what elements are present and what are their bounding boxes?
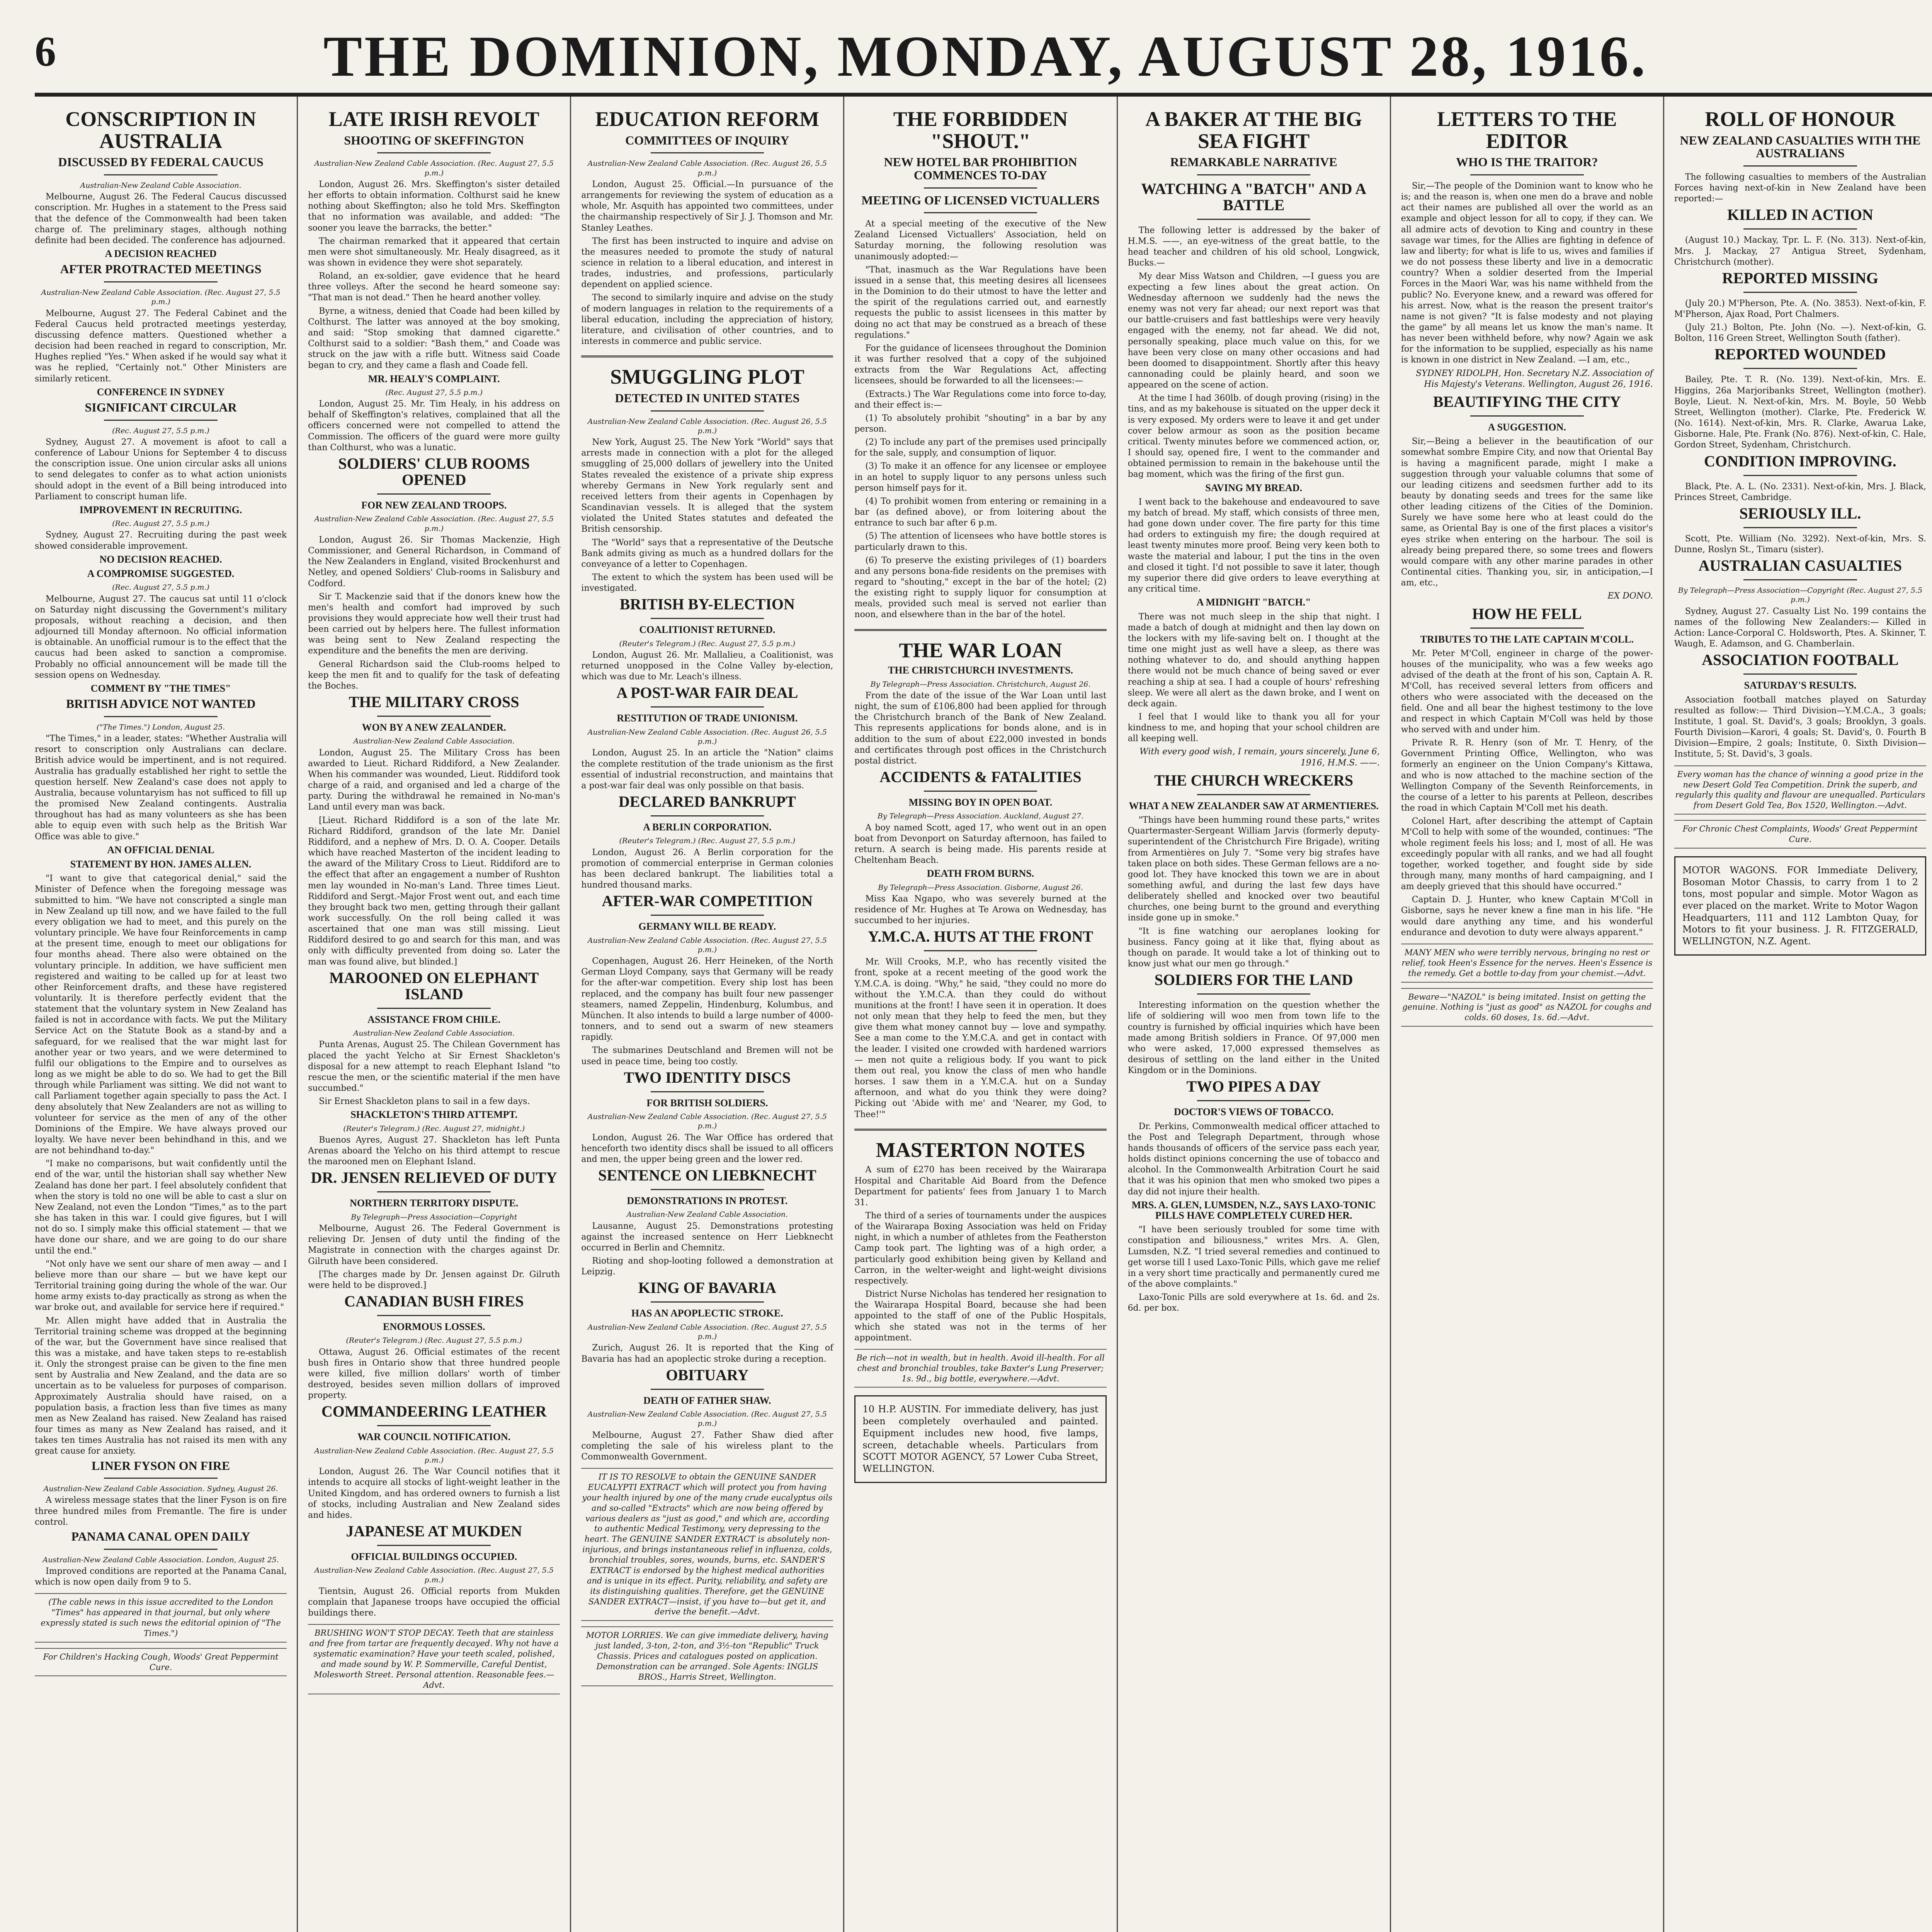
display-advertisement: MOTOR WAGONS. FOR Immediate Delivery, Bosoman Motor Chassis, to carry from 1 to 2 tons, most popular and simple. Motor Wagon as ever placed on the market. Write to Motor Wagon Headquarters, 111 and 112 Lambton Quay, for Motors to fit your business. J. R. FITZGERALD, WELLINGTON, N.Z. Agent. — [1674, 856, 1926, 956]
article-paragraph: Laxo-Tonic Pills are sold everywhere at 1s. 6d. and 2s. 6d. per box. — [1128, 1293, 1380, 1313]
byline: By Telegraph—Press Association. Gisborne, August 26. — [878, 883, 1083, 892]
heading-rule — [1743, 368, 1857, 369]
minor-heading: DEATH OF FATHER SHAW. — [643, 1395, 771, 1406]
article-paragraph: London, August 26. Sir Thomas Mackenzie, High Commissioner, and General Richardson, in Command of the New Zealanders in England, visited Brockenhurst and Netley, and opened Soldiers' Club-rooms in Salisbury and Codford. — [308, 535, 560, 588]
article-paragraph: Sir,—Being a believer in the beautification of our somewhat sombre Empire City, and now that Oriental Bay is having a magnificent parade, might I make a suggestion through your valuable columns that some of our leading citizens and seedsmen further add to its beauty by donating seeds and trees for the same like other leading citizens of the Cities of the Dominion. Surely we have some here who at least could do the same, as Oriental Bay is one of the first places a visitor's eyes strike when entering on the harbour. The soil is already being prepared there, so some trees and flowers would compare with any other marine parades in other Continental cities. Thanking you, sir, in anticipation,—I am, etc., — [1401, 437, 1653, 588]
byline: (Rec. August 27, 5.5 p.m.) — [385, 388, 483, 397]
headline: A BAKER AT THE BIG SEA FIGHT — [1145, 107, 1362, 153]
article-paragraph: (Extracts.) The War Regulations come into force to-day, and their effect is:— — [854, 389, 1107, 410]
section-heading: AUSTRALIAN CASUALTIES — [1698, 557, 1902, 575]
heading-rule — [1743, 527, 1857, 528]
section-heading: JAPANESE AT MUKDEN — [346, 1522, 522, 1540]
byline: By Telegraph—Press Association. Auckland, August 27. — [877, 812, 1084, 821]
heading-rule — [651, 152, 764, 153]
subheading: SIGNIFICANT CIRCULAR — [85, 400, 237, 414]
byline: (Reuter's Telegram.) (Rec. August 27, 5.5 p.m.) — [619, 837, 796, 845]
section-heading: A POST-WAR FAIR DEAL — [616, 684, 798, 702]
article-paragraph: (4) To prohibit women from entering or remaining in a bar (as defined above), or from loitering about the entrance to such bar after 6 p.m. — [854, 496, 1107, 528]
minor-heading: NORTHERN TERRITORY DISPUTE. — [350, 1197, 519, 1209]
section-heading: THE CHURCH WRECKERS — [1154, 771, 1354, 789]
article-paragraph: (2) To include any part of the premises used principally for the sale, supply, and consumption of liquor. — [854, 437, 1107, 458]
section-heading: ASSOCIATION FOOTBALL — [1702, 651, 1899, 669]
column — [1390, 97, 1663, 1932]
article-paragraph: The first has been instructed to inquire and advise on the measures needed to promote the study of natural science in relation to a liberal education, and interest in trades, industries, and professions, particularly dependent on applied science. — [581, 236, 833, 290]
section-heading: KILLED IN ACTION — [1727, 206, 1873, 224]
section-heading: DR. JENSEN RELIEVED OF DUTY — [311, 1169, 557, 1187]
heading-rule — [377, 1008, 490, 1009]
heading-rule — [104, 174, 217, 175]
section-heading: REPORTED WOUNDED — [1714, 345, 1886, 363]
article-paragraph: The extent to which the system has been used will be investigated. — [581, 573, 833, 594]
byline: Australian-New Zealand Cable Association. — [353, 1029, 515, 1038]
article-paragraph: (6) To preserve the existing privileges of (1) boarders and any persons bona-fide residents on the premises with regard to "shouting," except in the bar of the hotel; (2) the existing right to supply liquor for consumption at meals, provided such meal is served not earlier than noon, and elsewhere than in the bar of the hotel. — [854, 555, 1107, 620]
notice: (The cable news in this issue accredited to the London "Times" has appeared in that journal, but only where expressly stated is such news the editorial opinion of "The Times.") — [35, 1593, 287, 1643]
column-rule — [581, 355, 833, 357]
advertisement: Every woman has the chance of winning a good prize in the new Desert Gold Tea Competition. Drink the superb, and regularly this quality and flavour are unequalled. Particulars from Desert Gold Tea, Box 1520, Wellington.—Advt. — [1674, 765, 1926, 815]
article-paragraph: The second to similarly inquire and advise on the study of modern languages in relation to the requirements of a liberal education, including the appreciation of history, literature, and civilisation of other countries, and to interests in commerce and public service. — [581, 293, 833, 347]
heading-rule — [1197, 1100, 1310, 1101]
section-heading: COMMANDEERING LEATHER — [321, 1403, 547, 1420]
section-heading: SENTENCE ON LIEBKNECHT — [598, 1167, 816, 1184]
minor-heading: A SUGGESTION. — [1488, 421, 1566, 433]
subheading: NEW ZEALAND CASUALTIES WITH THE AUSTRALIANS — [1680, 133, 1921, 160]
article-paragraph: [The charges made by Dr. Jensen against Dr. Gilruth were held to be disproved.] — [308, 1269, 560, 1290]
byline: Australian-New Zealand Cable Association. (Rec. August 27, 5.5 p.m.) — [314, 515, 554, 533]
article-paragraph: Tientsin, August 26. Official reports from Mukden complain that Japanese troops have occupied the official buildings there. — [308, 1586, 560, 1618]
advertisement: BRUSHING WON'T STOP DECAY. Teeth that are stainless and free from tartar are frequently decayed. Why not have a systematic examination? Have your teeth scaled, polished, and made sound by W. P. Sommerville, Careful Dentist, Molesworth Street. Personal attention. Reasonable fees.—Advt. — [308, 1624, 560, 1694]
heading-rule — [377, 716, 490, 717]
article-paragraph: Melbourne, August 27. The Federal Cabinet and the Federal Caucus held protracted meetings yesterday, discussing defence matters. Questioned whether a decision had been reached in regard to conscription, Mr. Hughes replied "Yes." When asked if he would say what it was he replied, "Certainly not." Other Ministers are similarly reticent. — [35, 308, 287, 384]
subheading: PANAMA CANAL OPEN DAILY — [71, 1529, 250, 1543]
section-heading: TWO PIPES A DAY — [1186, 1078, 1321, 1095]
advertisement: Be rich—not in wealth, but in health. Avoid ill-health. For all chest and bronchial troubles, take Baxter's Lung Preserver; 1s. 9d., big bottle, everywhere.—Advt. — [854, 1349, 1106, 1388]
byline: Australian-New Zealand Cable Association. Sydney, August 26. — [43, 1485, 278, 1493]
byline: Australian-New Zealand Cable Association. (Rec. August 26, 5.5 p.m.) — [587, 159, 827, 177]
advertisement: Beware—"NAZOL" is being imitated. Insist on getting the genuine. Nothing is "just as good" as NAZOL for coughs and colds. 60 doses, 1s. 6d.—Advt. — [1401, 988, 1653, 1027]
column — [1663, 97, 1932, 1932]
advertisement: For Children's Hacking Cough, Woods' Great Peppermint Cure. — [35, 1648, 287, 1677]
byline: Australian-New Zealand Cable Association. (Rec. August 27, 5.5 p.m.) — [314, 1566, 554, 1584]
section-heading: WATCHING A "BATCH" AND A BATTLE — [1141, 180, 1367, 214]
article-paragraph: Buenos Ayres, August 27. Shackleton has left Punta Arenas aboard the Yelcho on his third attempt to rescue the marooned men on Elephant Island. — [308, 1135, 560, 1167]
article-paragraph: The chairman remarked that it appeared that certain men were shot simultaneously. Mr. Healy disagreed, as it was shown in evidence they were shot separately. — [308, 236, 560, 268]
article-paragraph: (3) To make it an offence for any licensee or employee in an hotel to supply liquor to any persons unless such person himself pays for it. — [854, 461, 1107, 493]
minor-heading: AN OFFICIAL DENIAL — [107, 844, 214, 855]
heading-rule — [377, 1191, 490, 1192]
minor-heading: A BERLIN CORPORATION. — [643, 821, 772, 833]
article-paragraph: (1) To absolutely prohibit "shouting" in a bar by any person. — [854, 413, 1107, 434]
article-paragraph: "I make no comparisons, but wait confidently until the end of the war, until the historian shall say whether New Zealand has done her part. I feel absolutely confident that when the story is told no one will be able to cast a slur on New Zealand, not even the London "Times," as to the part she has taken in this war. I could give figures, but I will not do so. I simply make this official statement — that we have done our share, and we are going to do our share until the end." — [35, 1159, 287, 1256]
subheading: MEETING OF LICENSED VICTUALLERS — [861, 193, 1100, 207]
article-paragraph: Sir Ernest Shackleton plans to sail in a few days. — [319, 1097, 530, 1107]
heading-rule — [1197, 174, 1310, 175]
heading-rule — [1743, 579, 1857, 580]
article-paragraph: Association football matches played on Saturday resulted as follow:— Third Division—Y.M.C.A., 3 goals; Institute, 1 goal. St. David's, 3 goals; Brooklyn, 3 goals. Fourth Division—Karori, 4 goals; St. David's, 0. Fourth B Division—Empire, 2 goals; Institute, 0. Sixth Division—Institute, 5; St. David's, 3 goals. — [1674, 695, 1926, 759]
article-paragraph: The "World" says that a representative of the Deutsche Bank admits giving as much as a hundred dollars for the conveyance of a letter to Copenhagen. — [581, 537, 833, 569]
byline: (Reuter's Telegram.) (Rec. August 27, 5.5 p.m.) — [346, 1336, 522, 1345]
column — [297, 97, 570, 1932]
article-paragraph: "It is fine watching our aeroplanes looking for business. Fancy going at it like that, flying about as though on parade. It would take a lot of thinking out to know just what our men go through." — [1128, 926, 1380, 969]
minor-heading: SAVING MY BREAD. — [1205, 482, 1302, 493]
byline: ("The Times.") London, August 25. — [96, 723, 225, 731]
minor-heading: THE CHRISTCHURCH INVESTMENTS. — [888, 665, 1073, 676]
article-paragraph: Ottawa, August 26. Official estimates of the recent bush fires in Ontario show that three hundred people were killed, five million dollars' worth of timber destroyed, besides seven million dollars of improved property. — [308, 1347, 560, 1401]
heading-rule — [1470, 628, 1583, 629]
article-paragraph: A sum of £270 has been received by the Wairarapa Hospital and Charitable Aid Board from the Defence Department for patients' fees from January 1 to March 31. — [854, 1165, 1107, 1208]
article-paragraph: London, August 26. Mr. Mallalieu, a Coalitionist, was returned unopposed in the Colne Valley by-election, which was due to Mr. Leach's illness. — [581, 650, 833, 682]
minor-heading: MR. HEALY'S COMPLAINT. — [368, 373, 500, 384]
byline: (Rec. August 27, 5.5 p.m.) — [112, 426, 209, 435]
article-paragraph: Melbourne, August 27. The caucus sat until 11 o'clock on Saturday night discussing the Government's military proposals, without reaching a decision, and then adjourned till Monday afternoon. No official information is obtainable. An unofficial rumour is to the effect that the caucus had been asked to sanction a compromise. Probably no official announcement will be made till the session opens on Wednesday. — [35, 594, 287, 680]
column — [843, 97, 1116, 1932]
byline: By Telegraph—Press Association. Christchurch, August 26. — [870, 680, 1091, 689]
article-paragraph: Lausanne, August 25. Demonstrations protesting against the increased sentence on Herr Liebknecht occurred in Berlin and Chemnitz. — [581, 1221, 833, 1253]
heading-rule — [1197, 993, 1310, 995]
heading-rule — [104, 716, 217, 717]
section-heading: TWO IDENTITY DISCS — [624, 1068, 791, 1086]
heading-rule — [1743, 228, 1857, 230]
byline: (Rec. August 27, 5.5 p.m.) — [112, 519, 209, 528]
section-heading: SOLDIERS FOR THE LAND — [1154, 971, 1353, 989]
article-paragraph: Private R. R. Henry (son of Mr. T. Henry, of the Government Printing Office, Wellington, who was formerly an engineer on the Union Company's Kittawa, and who is now attached to the machine section of the Wellington Company of the Seventh Reinforcements, in the course of a letter to his parents at Pelleon, describes the road in which Captain M'Coll met his death. — [1401, 738, 1653, 813]
byline: Australian-New Zealand Cable Association. (Rec. August 27, 5.5 p.m.) — [587, 936, 827, 954]
byline: Australian-New Zealand Cable Association. — [626, 1210, 788, 1219]
article-paragraph: Sir T. Mackenzie said that if the donors knew how the men's health and comfort had improved by such provisions they would appreciate how well their trust had been carried out by helpers here. The fullest information was being sent to New Zealand respecting the expenditure and the benefits the men are deriving. — [308, 592, 560, 656]
signature-line: SYDNEY RIDOLPH, Hon. Secretary N.Z. Association of His Majesty's Veterans. Wellington, August 26, 1916. — [1416, 368, 1653, 389]
section-heading: HOW HE FELL — [1472, 605, 1582, 622]
signature-line: With every good wish, I remain, yours sincerely, June 6, 1916, H.M.S. ——. — [1139, 747, 1380, 768]
section-heading: CONDITION IMPROVING. — [1704, 452, 1896, 470]
article-paragraph: Sydney, August 27. Recruiting during the past week showed considerable improvement. — [35, 530, 287, 551]
article-paragraph: Interesting information on the question whether the life of soldiering will woo men from town life to the country is furnished by official inquiries which have been made among British soldiers in France. Of 97,000 men who were asked, 17,000 expressed themselves as desirous of settling on the land either in the United Kingdom or in the Dominions. — [1128, 1000, 1380, 1076]
heading-rule — [377, 493, 490, 495]
column — [1117, 97, 1390, 1932]
minor-heading: GERMANY WILL BE READY. — [638, 921, 776, 932]
byline: Australian-New Zealand Cable Association. (Rec. August 27, 5.5 p.m.) — [314, 1446, 554, 1464]
minor-heading: ENORMOUS LOSSES. — [383, 1321, 485, 1332]
heading-rule — [1470, 174, 1583, 175]
heading-rule — [104, 420, 217, 421]
heading-rule — [651, 1389, 764, 1390]
byline: (Rec. August 27, 5.5 p.m.) — [112, 583, 209, 592]
article-paragraph: My dear Miss Watson and Children, —I guess you are expecting a few lines about the great action. On Wednesday afternoon we suddenly had the news the enemy was not very far ahead; our next report was that our battle-cruisers and fast battleships were very heavily engaged with the enemy, not far ahead. We did not, personally speaking, place much value on this, for we have been very close on many other occasions and had been doomed to disappointment. Shortly after this heavy cannonading could be plainly heard, and soon we appeared on the scene of action. — [1128, 271, 1380, 390]
minor-heading: FOR NEW ZEALAND TROOPS. — [361, 499, 507, 511]
heading-rule — [377, 152, 490, 153]
subheading: DETECTED IN UNITED STATES — [615, 391, 800, 405]
heading-rule — [924, 950, 1037, 951]
subheading: DISCUSSED BY FEDERAL CAUCUS — [58, 155, 264, 169]
subheading: AFTER PROTRACTED MEETINGS — [60, 262, 262, 276]
section-heading: DECLARED BANKRUPT — [618, 793, 796, 810]
section-heading: BEAUTIFYING THE CITY — [1433, 393, 1621, 410]
article-paragraph: The following casualties to members of the Australian Forces having next-of-kin in New Zealand have been reported:— — [1674, 172, 1926, 204]
article-paragraph: Copenhagen, August 26. Herr Heineken, of the North German Lloyd Company, says that Germany will be ready for the after-war competition. Every ship lost has been replaced, and the company has built four new passenger steamers, named Zeppelin, Hindenburg, Kolumbus, and München. It also intends to build a large number of 4000-tonners, and to send out a swarm of new steamers rapidly. — [581, 956, 833, 1043]
article-paragraph: Dr. Perkins, Commonwealth medical officer attached to the Post and Telegraph Department, through whose hands thousands of officers of the service pass each year, holds distinct opinions concerning the use of tobacco and alcohol. In the Commonwealth Arbitration Court he said that it was his opinion that men who smoked two pipes a day did not injure their health. — [1128, 1121, 1380, 1197]
subheading: LINER FYSON ON FIRE — [91, 1458, 230, 1473]
headline: MASTERTON NOTES — [876, 1138, 1085, 1162]
headline: EDUCATION REFORM — [595, 107, 820, 131]
article-paragraph: Miss Kaa Ngapo, who was severely burned at the residence of Mr. Hughes at Te Arowa on Wednesday, has succumbed to her injuries. — [854, 894, 1107, 926]
heading-rule — [1470, 415, 1583, 417]
article-paragraph: The third of a series of tournaments under the auspices of the Wairarapa Boxing Association was held on Friday night, in which a number of athletes from the Featherston Camp took part. The lighting was of a high order, a particularly good exhibition being given by Kelland and Carron, in the welter-weight and light-weight divisions respectively. — [854, 1211, 1107, 1286]
headline: CONSCRIPTION IN AUSTRALIA — [65, 107, 256, 153]
section-heading: THE MILITARY CROSS — [349, 693, 519, 711]
article-paragraph: For the guidance of licensees throughout the Dominion it was further resolved that a copy of the subjoined extracts from the War Regulations Act, affecting licensees, should be forwarded to all the licensees:— — [854, 343, 1107, 386]
display-advertisement: 10 H.P. AUSTIN. For immediate delivery, has just been completely overhauled and painted. Equipment includes new hood, five lamps, screen, detachable wheels. Particulars from SCOTT MOTOR AGENCY, 57 Lower Cuba Street, WELLINGTON. — [854, 1395, 1106, 1483]
article-paragraph: (August 10.) Mackay, Tpr. L. F. (No. 313). Next-of-kin, Mrs. J. Mackay, 27 Antigua Street, Sydenham, Christchurch (mother). — [1674, 235, 1926, 267]
headline: LATE IRISH REVOLT — [328, 107, 539, 131]
minor-heading: A COMPROMISE SUGGESTED. — [87, 568, 235, 580]
article-paragraph: "I want to give that categorical denial," said the Minister of Defence when the foregoing message was submitted to him. "We have not conscripted a single man in New Zealand up till now, and we have failed to the full every obligation we had to meet, and this purely on the voluntary principle. We have four Reinforcements in camp at the present time, enough to meet our obligations for four months ahead. There also were obtained on the voluntary principle. In addition, we have sufficient men registered and waiting to be called up for at least two other Reinforcement drafts, and these have registered voluntarily. It is therefore perfectly evident that the statement that the voluntary system in New Zealand has failed is not in accordance with facts. We put the Military Service Act on the Statute Book as a stand-by and a safeguard, for we realised that the war might last for another year or two years, and we were determined to fulfil our obligations to the Empire and to ourselves as long as we might be able to do so. We had to get the Bill through while Parliament was sitting. We did not want to call Parliament together again specially to pass the Act. I deny absolutely that New Zealanders are not as willing to volunteer for service as the men of any of the other Dominions of the Empire. We have always proved our loyalty. We have never been behindhand in this, and we are not behindhand to-day." — [35, 874, 287, 1156]
article-paragraph: At a special meeting of the executive of the New Zealand Licensed Victuallers' Association, held on Saturday morning, the following resolution was unanimously adopted:— — [854, 219, 1107, 262]
byline: Australian-New Zealand Cable Association. — [80, 181, 242, 190]
article-paragraph: London, August 25. In an article the "Nation" claims the complete restitution of the trade unionism as the first essential of industrial reconstruction, and maintains that a post-war fair deal was only possible on that basis. — [581, 748, 833, 791]
article-paragraph: London, August 26. The War Office has ordered that henceforth two identity discs shall be issued to all officers and men, the upper being green and the lower red. — [581, 1133, 833, 1164]
signature-line: EX DONO. — [1607, 591, 1653, 601]
article-paragraph: (July 20.) M'Pherson, Pte. A. (No. 3853). Next-of-kin, F. M'Pherson, Ajax Road, Port Chalmers. — [1674, 298, 1926, 319]
heading-rule — [1743, 292, 1857, 293]
article-paragraph: New York, August 25. The New York "World" says that arrests made in connection with a plot for the alleged smuggling of 25,000 dollars of jewellery into the United States revealed the existence of a private ship express whereby Germans in New York regularly sent and received letters from their agents in Copenhagen by Scandinavian vessels. It is alleged that the system violated the United States statutes and defeated the British censorship. — [581, 437, 833, 534]
article-paragraph: There was not much sleep in the ship that night. I made a batch of dough at midnight and then lay down on the lockers with my life-saving belt on. I thought at the time one might just as well have a sleep, as there was nothing whatever to do, and should anything happen there would not be much chance of being saved or ever reaching a ship at sea. I had a couple of hours' refreshing sleep. We were all alert as the dawn broke, and I went on deck again. — [1128, 612, 1380, 709]
article-paragraph: London, August 26. A Berlin corporation for the promotion of commercial enterprise in German colonies has been declared bankrupt. The liabilities total a hundred thousand marks. — [581, 847, 833, 890]
headline: THE FORBIDDEN "SHOUT." — [893, 107, 1068, 153]
minor-heading: ASSISTANCE FROM CHILE. — [367, 1014, 501, 1025]
byline: (Reuter's Telegram.) (Rec. August 27, midnight.) — [343, 1124, 525, 1133]
minor-heading: COMMENT BY "THE TIMES" — [90, 682, 231, 694]
article-paragraph: I feel that I would like to thank you all for your kindness to me, and hoping that your school children are all keeping well. — [1128, 712, 1380, 744]
columns-container — [35, 97, 1932, 1932]
article-paragraph: Mr. Will Crooks, M.P., who has recently visited the front, spoke at a recent meeting of the good work the Y.M.C.A. is doing. "Why," he said, "they could no more do without the Y.M.C.A. than they could do without munitions at the front! I have seen it in operation. It does not only mean that they help to feed the men, but they give them what money cannot buy — love and sympathy. See a man come to the Y.M.C.A. and get in contact with the leader. I visited one crowded with hardened warriors — men not quite a religious body. If you want to pick them out real, you know the class of men who handle horses. I saw them in a Y.M.C.A. hut on a Sunday afternoon, and what do you think they were doing? Picking out 'Abide with me' and 'Nearer, my God, to Thee!'" — [854, 957, 1107, 1119]
article-paragraph: (5) The attention of licensees who have bottle stores is particularly drawn to this. — [854, 531, 1107, 552]
article-paragraph: Mr. Peter M'Coll, engineer in charge of the power-houses of the municipality, who was a few weeks ago advised of the death at the front of his son, Captain A. R. M'Coll, has received several letters from officers and others who were associated with the deceased on the field. One and all bear the highest testimony to the love and respect in which Captain M'Coll was held by those who served with and under him. — [1401, 648, 1653, 735]
article-paragraph: Sir,—The people of the Dominion want to know who he is; and the reason is, when one men do a brave and noble act their names are published all over the world as an example and object lesson for all to copy, if they can. We all admire acts of devotion to King and country in these savage war times, for the Allies are fighting in defence of law and liberty; for what is life to us, wives and families if we do not possess these liberty and live in a democratic country? When a soldier deserted from the Imperial Forces in the Maori War, was his name withheld from the public? No. Everyone knew, and a reward was offered for his arrest. Now, what is the reason the present traitor's name is not given? "It is false modesty and not playing the game" by all means let us know the man's name. It has never been withheld before, why now? Again we ask for the information to be supplied, especially as his name is known in one district in New Zealand. —I am, etc., — [1401, 181, 1653, 365]
page-number: 6 — [35, 28, 56, 75]
section-heading: AFTER-WAR COMPETITION — [602, 892, 813, 910]
heading-rule — [377, 1425, 490, 1426]
headline: ROLL OF HONOUR — [1705, 107, 1896, 131]
section-heading: MAROONED ON ELEPHANT ISLAND — [329, 969, 539, 1003]
article-paragraph: Zurich, August 26. It is reported that the King of Bavaria has had an apoplectic stroke during a reception. — [581, 1343, 833, 1364]
article-paragraph: The submarines Deutschland and Bremen will not be used in peace time, being too costly. — [581, 1046, 833, 1066]
minor-heading: FOR BRITISH SOLDIERS. — [646, 1097, 768, 1109]
section-heading: SOLDIERS' CLUB ROOMS OPENED — [338, 454, 530, 488]
minor-heading: DOCTOR'S VIEWS OF TOBACCO. — [1174, 1106, 1334, 1118]
advertisement: MANY MEN who were terribly nervous, bringing no rest or relief, took Heen's Essence for the nerves. Heen's Essence is the remedy. Get a bottle to-day from your chemist.—Advt. — [1401, 944, 1653, 983]
section-heading: SERIOUSLY ILL. — [1739, 504, 1861, 522]
subheading: REMARKABLE NARRATIVE — [1170, 155, 1337, 169]
subheading: NEW HOTEL BAR PROHIBITION COMMENCES TO-DAY — [884, 155, 1077, 182]
heading-rule — [651, 1189, 764, 1190]
heading-rule — [104, 1549, 217, 1550]
article-paragraph: Colonel Hart, after describing the attempt of Captain M'Coll to help with some of the wounded, continues: "The whole regiment feels his loss; and I, most of all. He was exceedingly popular with all ranks, and we had all fought together, worked together, and fought side by side through many, many months of hard campaigning, and I am deeply grieved that this should have occurred." — [1401, 816, 1653, 892]
heading-rule — [1743, 165, 1857, 167]
article-paragraph: I went back to the bakehouse and endeavoured to save my batch of bread. My staff, which consists of three men, had gone down under cover. The fire party for this time had orders to extinguish my fire; the dough required at least twenty minutes more proof. Being very keen both to waste the material and labour, I put the tins in the oven and closed it tight. I'd not possible to save it later, though my superior there did give orders to leave everything at any critical time. — [1128, 497, 1380, 594]
section-heading: KING OF BAVARIA — [638, 1279, 776, 1297]
article-paragraph: "The Times," in a leader, states: "Whether Australia will resort to conscription only Australians can declare. British advice would be impertinent, and is not required. Australia has gradually established her right to settle the question herself. New Zealand's case does not apply to Australia, because voluntaryism has not sufficed to fill up the promised New Zealand contingents. Australia throughout has had as many volunteers as she has been able to equip even with such help as the British War Office was able to give." — [35, 734, 287, 842]
minor-heading: IMPROVEMENT IN RECRUITING. — [79, 504, 242, 515]
heading-rule — [377, 1315, 490, 1316]
heading-rule — [1743, 673, 1857, 675]
newspaper-title: THE DOMINION, MONDAY, AUGUST 28, 1916. — [323, 24, 1648, 88]
article-paragraph: "That, inasmuch as the War Regulations have been issued in a sense that, this meeting desires all licensees in the Dominion to do their utmost to have the letter and the spirit of the regulations carried out, and earnestly requests the public to assist licensees in this matter by doing no act that may be construed as a breach of these regulations." — [854, 265, 1107, 340]
minor-heading: STATEMENT BY HON. JAMES ALLEN. — [70, 858, 252, 870]
article-paragraph: "I have been seriously troubled for some time with constipation and biliousness," writes Mrs. A. Glen, Lumsden, N.Z. "I tried several remedies and continued to get worse till I used Laxo-Tonic Pills, which gave me relief in a very short time practically and permanently cured me of the above complaints." — [1128, 1225, 1380, 1289]
article-paragraph: District Nurse Nicholas has tendered her resignation to the Wairarapa Hospital Board, because she had been appointed to the staff of one of the Public Hospitals, which she stated was not in the terms of her appointment. — [854, 1289, 1107, 1343]
byline: Australian-New Zealand Cable Association. (Rec. August 27, 5.5 p.m.) — [314, 159, 554, 177]
article-paragraph: A wireless message states that the liner Fyson is on fire three hundred miles from Fremantle. The fire is under control. — [35, 1495, 287, 1527]
heading-rule — [651, 706, 764, 707]
article-paragraph: Roland, an ex-soldier, gave evidence that he heard three volleys. After the second he heard someone say: "That man is not dead." Then he heard another volley. — [308, 271, 560, 303]
article-paragraph: At the time I had 360lb. of dough proving (rising) in the tins, and as my bakehouse is situated on the upper deck it is very exposed. My orders were to leave it and get under cover below armour as soon as the position became critical. Twenty minutes before we commenced action, or, I should say, opened fire, I went to the commander and obtained permission to remain in the bakehouse until the bag moment, which was the firing of the first gun. — [1128, 393, 1380, 480]
article-paragraph: [Lieut. Richard Riddiford is a son of the late Mr. Richard Riddiford, grandson of the late Mr. Daniel Riddiford, and a nephew of Mrs. D. O. A. Cooper. Details which have reached Masterton of the incident leading to the award of the Military Cross to Lieut. Riddiford are to the effect that after an engagement a number of Rushton men lay wounded in No-man's Land. Three times Lieut. Riddiford and Sergt.-Major Frost went out, and each time they brought back two men, getting through their gallant work successfully. On the roll being called it was ascertained that one man was still missing. Lieut Riddiford desired to go and search for this man, and was only with difficulty prevented from doing so. Later the man was found alive, but blinded.] — [308, 815, 560, 967]
article-paragraph: Punta Arenas, August 25. The Chilean Government has placed the yacht Yelcho at Sir Ernest Shackleton's disposal for a new attempt to reach Elephant Island "to rescue the men, or the scientific material if the men have succumbed." — [308, 1040, 560, 1094]
advertisement: For Chronic Chest Complaints, Woods' Great Peppermint Cure. — [1674, 820, 1926, 849]
article-paragraph: London, August 25. Official.—In pursuance of the arrangements for reviewing the system of education as a whole, Mr. Asquith has appointed two committees, under the chairmanship respectively of Sir J. J. Thomson and Mr. Stanley Leathes. — [581, 179, 833, 233]
article-paragraph: London, August 25. The Military Cross has been awarded to Lieut. Richard Riddiford, a New Zealander. When his commander was wounded, Lieut. Riddiford took charge of a raid, and organised and led a charge of the party. During the withdrawal he remained in No-man's Land until every man was back. — [308, 748, 560, 812]
column — [35, 97, 297, 1932]
minor-heading: COALITIONIST RETURNED. — [639, 624, 776, 636]
heading-rule — [924, 791, 1037, 792]
headline: LETTERS TO THE EDITOR — [1437, 107, 1617, 153]
minor-heading: DEMONSTRATIONS IN PROTEST. — [627, 1195, 788, 1207]
byline: By Telegraph—Press Association—Copyright — [351, 1213, 517, 1221]
section-heading: REPORTED MISSING — [1722, 269, 1879, 287]
advertisement: MOTOR LORRIES. We can give immediate delivery, having just landed, 3-ton, 2-ton, and 3½-ton "Republic" Truck Chassis. Prices and catalogues posted on application. Demonstration can be arranged. Sole Agents: INGLIS BROS., Harris Street, Wellington. — [581, 1626, 833, 1686]
heading-rule — [651, 915, 764, 916]
article-paragraph: London, August 26. Mrs. Skeffington's sister detailed her efforts to obtain information. Colthurst said he knew nothing about Skeffington; also he told Mrs. Skeffington that no information was available, and added: "The sooner you leave the barracks, the better." — [308, 179, 560, 233]
article-paragraph: London, August 26. The War Council notifies that it intends to acquire all stocks of light-weight leather in the United Kingdom, and has ordered owners to furnish a list of stocks, including Australian and New Zealand sides and hides. — [308, 1467, 560, 1520]
headline: SMUGGLING PLOT — [610, 365, 804, 389]
section-heading: Y.M.C.A. HUTS AT THE FRONT — [867, 928, 1094, 946]
subheading: COMMITTEES OF INQUIRY — [625, 133, 789, 147]
heading-rule — [651, 410, 764, 412]
section-heading: CANADIAN BUSH FIRES — [344, 1292, 524, 1310]
article-paragraph: (July 21.) Bolton, Pte. John (No. —). Next-of-kin, G. Bolton, 116 Green Street, Wellington South (father). — [1674, 323, 1926, 344]
article-paragraph: Melbourne, August 26. The Federal Caucus discussed conscription. Mr. Hughes in a statement to the Press said that the defence of the Commonwealth had been taken charge of. The preliminary stages, although nothing definite had been decided. The conference has adjourned. — [35, 192, 287, 245]
minor-heading: CONFERENCE IN SYDNEY — [97, 386, 225, 398]
minor-heading: WHAT A NEW ZEALANDER SAW AT ARMENTIERES. — [1129, 800, 1379, 811]
minor-heading: A DECISION REACHED — [105, 248, 217, 260]
article-paragraph: Bailey, Pte. T. R. (No. 139). Next-of-kin, Mrs. E. Higgins, 26a Marjoribanks Street, Wellington (mother). Boyle, Lieut. N. Next-of-kin, Mrs. M. Boyle, 50 Webb Street, Wellington (mother). Clarke, Pte. Frederick W. (No. 1614). Next-of-kin, Mrs. R. Clarke, Awarua Lake, Gisborne. Hale, Pte. Frank (No. 876). Next-of-kin, C. Hale, Gordon Street, Sydenham, Christchurch. — [1674, 375, 1926, 450]
byline: Australian-New Zealand Cable Association. (Rec. August 27, 5.5 p.m.) — [41, 288, 281, 306]
heading-rule — [651, 1091, 764, 1092]
byline: Australian-New Zealand Cable Association. (Rec. August 27, 5.5 p.m.) — [587, 1410, 827, 1428]
article-paragraph: Melbourne, August 27. Father Shaw died after completing the sale of his wireless plant to the Commonwealth Government. — [581, 1430, 833, 1462]
advertisement: IT IS TO RESOLVE to obtain the GENUINE SANDER EUCALYPTI EXTRACT which will protect you from having your health injured by one of the many crude eucalyptus oils and so-called "Extracts" which are now being offered by various dealers as "just as good," and which are, according to authentic Medical Testimony, very depressing to the heart. The GENUINE SANDER EXTRACT is absolutely non-injurious, and brings instantaneous relief in influenza, colds, bronchial troubles, sores, wounds, burns, etc. SANDER'S EXTRACT is endorsed by the highest medical authorities and is unique in its effect. Purity, reliability, and safety are its distinguishing qualities. Therefore, get the GENUINE SANDER EXTRACT—insist, if you have to—but get it, and derive the benefit.—Advt. — [581, 1468, 833, 1621]
article-paragraph: General Richardson said the Club-rooms helped to keep the men fit and to qualify for the task of defeating the Boches. — [308, 659, 560, 691]
article-paragraph: The following letter is addressed by the baker of H.M.S. ——, an eye-witness of the great battle, to the head teacher and children of his old school, Longwick, Bucks.— — [1128, 225, 1380, 268]
byline: Australian-New Zealand Cable Association. London, August 25. — [43, 1555, 279, 1564]
minor-heading: WON BY A NEW ZEALANDER. — [362, 722, 506, 733]
byline: Australian-New Zealand Cable Association. (Rec. August 26, 5.5 p.m.) — [587, 728, 827, 746]
headline: THE WAR LOAN — [899, 638, 1062, 662]
subheading: WHO IS THE TRAITOR? — [1456, 155, 1598, 169]
article-paragraph: London, August 25. Mr. Tim Healy, in his address on behalf of Skeffington's relatives, complained that all the officers concerned were not compelled to attend the Commission. The officers of the guard were more guilty than Colthurst, who was a lunatic. — [308, 399, 560, 452]
byline: Australian-New Zealand Cable Association. — [353, 737, 515, 746]
article-paragraph: "Not only have we sent our share of men away — and I believe more than our share — but we have kept our Territorial training going during the whole of the war. Our home army exists to-day practically as strong as when the war broke out, and available for service here if required." — [35, 1259, 287, 1313]
section-heading: BRITISH BY-ELECTION — [619, 595, 795, 613]
minor-heading: TRIBUTES TO THE LATE CAPTAIN M'COLL. — [1420, 633, 1634, 645]
minor-heading: SATURDAY'S RESULTS. — [1744, 680, 1857, 691]
subheading: BRITISH ADVICE NOT WANTED — [66, 697, 256, 711]
column — [570, 97, 843, 1932]
section-heading: OBITUARY — [666, 1366, 749, 1384]
heading-rule — [104, 281, 217, 282]
article-paragraph: Byrne, a witness, denied that Coade had been killed by Colthurst. The latter was annoyed at the boy smoking, and said: "Stop smoking that damned cigarette." Colthurst said to a soldier: "Bash them," and Coade was struck on the jaw with a rifle butt. Witness said Coade began to cry, and they came a flash and Coade fell. — [308, 306, 560, 371]
minor-heading: MRS. A. GLEN, LUMSDEN, N.Z., SAYS LAXO-TONIC PILLS HAVE COMPLETELY CURED HER. — [1131, 1199, 1376, 1221]
byline: By Telegraph—Press Association—Copyright (Rec. August 27, 5.5 p.m.) — [1678, 586, 1923, 604]
heading-rule — [104, 1478, 217, 1479]
heading-rule — [1743, 475, 1857, 476]
heading-rule — [1197, 794, 1310, 795]
minor-heading: MISSING BOY IN OPEN BOAT. — [908, 797, 1053, 808]
article-paragraph: Mr. Allen might have added that in Australia the Territorial training scheme was dropped at the beginning of the war, but the Government have since realised that this was a mistake, and have taken steps to re-establish it. Only the strongest praise can be given to the fine men sent by Australia and New Zealand, and the data are so uncertain as to be valueless for purposes of comparison. Approximately Australia should have raised, on a population basis, a fraction less than five times as many men as New Zealand has raised. New Zealand has raised four times as many as New Zealand has raised, and it takes ten times Australia has not raised its men with any great cause for anxiety. — [35, 1316, 287, 1456]
article-paragraph: Rioting and shop-looting followed a demonstration at Leipzig. — [581, 1256, 833, 1277]
heading-rule — [924, 187, 1037, 189]
subheading: SHOOTING OF SKEFFINGTON — [344, 133, 524, 147]
heading-rule — [1197, 219, 1310, 220]
byline: Australian-New Zealand Cable Association. (Rec. August 26, 5.5 p.m.) — [587, 417, 827, 435]
byline: Australian-New Zealand Cable Association. (Rec. August 27, 5.5 p.m.) — [587, 1323, 827, 1341]
article-paragraph: "Things have been humming round these parts," writes Quartermaster-Sergeant William Jarvis (formerly deputy-superintendent of the Christchurch Fire Brigade), writing from Armentières on July 7. "Some very big strafes have taken place on both sides. These German fellows are a no-good lot. They have knocked this town we are in about something awful, and during the last few days have deliberately shelled and knocked over two beautiful churches, one being burnt to the ground and everything inside gone up in smoke." — [1128, 815, 1380, 923]
article-paragraph: Melbourne, August 26. The Federal Government is relieving Dr. Jensen of duty until the finding of the Magistrate in connection with the charges against Dr. Gilruth have been considered. — [308, 1224, 560, 1266]
minor-heading: OFFICIAL BUILDINGS OCCUPIED. — [351, 1551, 517, 1563]
article-paragraph: Improved conditions are reported at the Panama Canal, which is now open daily from 9 to 5. — [35, 1566, 287, 1587]
section-heading: ACCIDENTS & FATALITIES — [879, 768, 1082, 786]
minor-heading: DEATH FROM BURNS. — [927, 868, 1034, 879]
article-paragraph: From the date of the issue of the War Loan until last night, the sum of £106,800 had been applied for through the Christchurch branch of the Bank of New Zealand. This represents applications for bonds alone, and is in addition to the sum of about £22,000 invested in bonds and certificates through post offices in the Christchurch postal district. — [854, 690, 1107, 766]
article-paragraph: A boy named Scott, aged 17, who went out in an open boat from Devonport on Saturday afternoon, has failed to return. A search is being made. His parents reside at Cheltenham Beach. — [854, 823, 1107, 866]
minor-heading: SHACKLETON'S THIRD ATTEMPT. — [350, 1109, 518, 1121]
article-paragraph: Captain D. J. Hunter, who knew Captain M'Coll in Gisborne, says he never knew a fine man in his life. "He would dare anything any time, and his wonderful endurance and devotion to duty were always apparent." — [1401, 895, 1653, 937]
article-paragraph: Sydney, August 27. A movement is afoot to call a conference of Labour Unions for September 4 to discuss the conscription issue. One union circular asks all unions to send delegates to confer as to what action unionists should adopt in the event of a Bill being introduced into Parliament to conscript human life. — [35, 437, 287, 502]
column-rule — [854, 1129, 1106, 1131]
minor-heading: HAS AN APOPLECTIC STROKE. — [631, 1308, 783, 1319]
heading-rule — [651, 618, 764, 619]
heading-rule — [651, 1301, 764, 1303]
column-rule — [854, 629, 1106, 631]
heading-rule — [377, 1545, 490, 1546]
minor-heading: NO DECISION REACHED. — [99, 553, 222, 565]
heading-rule — [651, 815, 764, 816]
minor-heading: WAR COUNCIL NOTIFICATION. — [357, 1431, 511, 1443]
masthead — [35, 12, 1932, 97]
article-paragraph: Scott, Pte. William (No. 3292). Next-of-kin, Mrs. S. Dunne, Roslyn St., Timaru (sister). — [1674, 534, 1926, 554]
article-paragraph: Sydney, August 27. Casualty List No. 199 contains the names of the following New Zealanders:— Killed in Action: Lance-Corporal C. Holdsworth, Ptes. A. Skinner, T. Waugh, E. Adamson, and G. Chamberlain. — [1674, 606, 1926, 649]
heading-rule — [924, 212, 1037, 213]
byline: (Reuter's Telegram.) (Rec. August 27, 5.5 p.m.) — [619, 639, 796, 648]
byline: Australian-New Zealand Cable Association. (Rec. August 27, 5.5 p.m.) — [587, 1112, 827, 1131]
minor-heading: A MIDNIGHT "BATCH." — [1196, 597, 1311, 608]
article-paragraph: Black, Pte. A. L. (No. 2331). Next-of-kin, Mrs. J. Black, Princes Street, Cambridge. — [1674, 481, 1926, 502]
minor-heading: RESTITUTION OF TRADE UNIONISM. — [617, 713, 798, 724]
